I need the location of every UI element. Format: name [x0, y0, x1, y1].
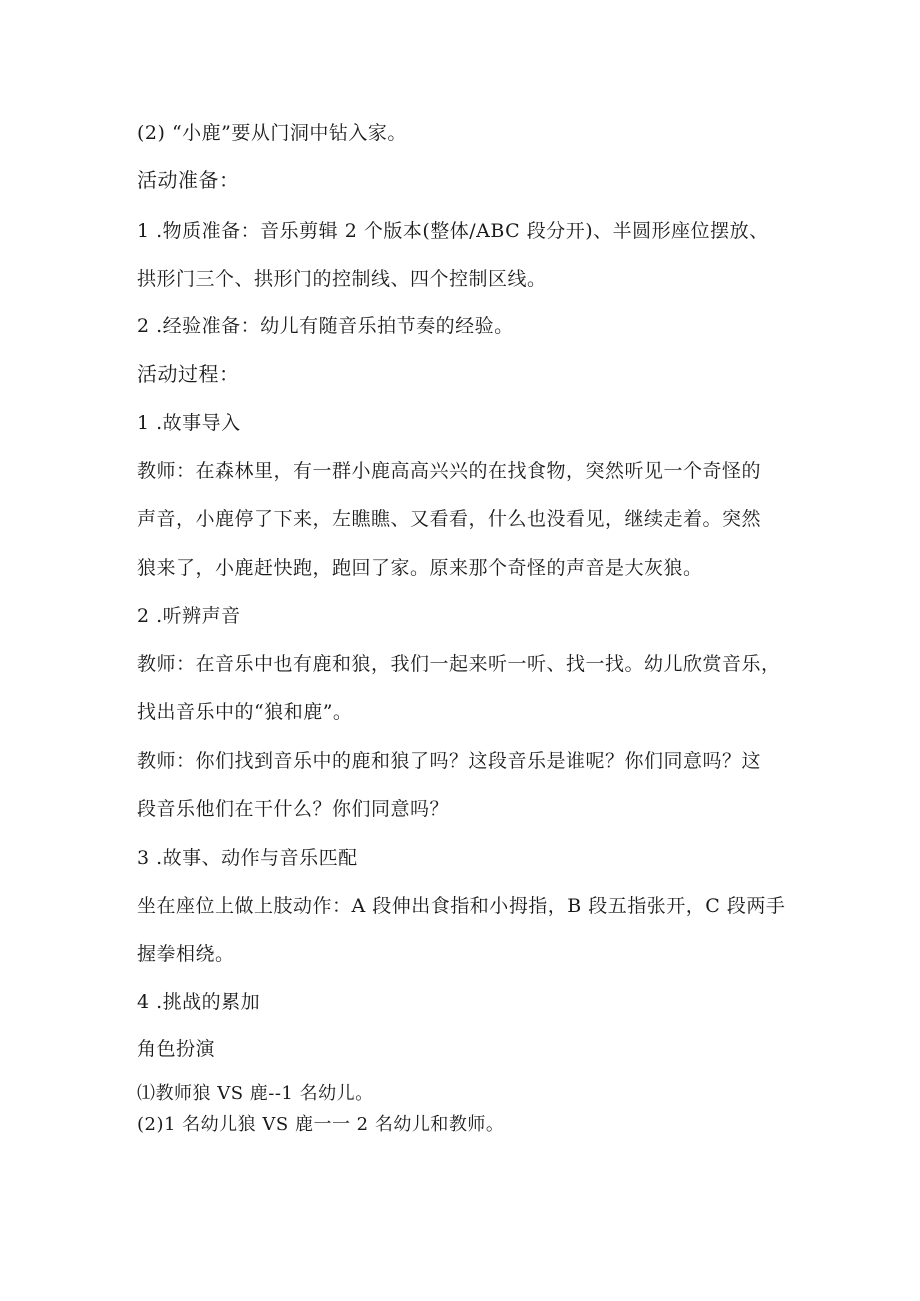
step-heading-match: 3 .故事、动作与音乐匹配 [137, 847, 358, 869]
list-item-teacher-wolf: ⑴教师狼 VS 鹿--1 名幼儿。 [137, 1083, 374, 1104]
paragraph-questions-line2: 段音乐他们在干什么？你们同意吗？ [137, 798, 450, 820]
paragraph-listen-line1: 教师：在音乐中也有鹿和狼，我们一起来听一听、找一找。幼儿欣赏音乐， [137, 653, 781, 675]
paragraph-material-prep-line1: 1 .物质准备：音乐剪辑 2 个版本(整体/ABC 段分开)、半圆形座位摆放、 [137, 220, 769, 242]
section-heading-process: 活动过程： [137, 362, 240, 386]
paragraph-story-line3: 狼来了，小鹿赶快跑，跑回了家。原来那个奇怪的声音是大灰狼。 [137, 557, 703, 579]
paragraph-story-line1: 教师：在森林里，有一群小鹿高高兴兴的在找食物，突然听见一个奇怪的 [137, 460, 762, 482]
paragraph-actions-line2: 握拳相绕。 [137, 943, 235, 965]
paragraph-listen-line2: 找出音乐中的“狼和鹿”。 [137, 701, 353, 723]
paragraph-experience-prep: 2 .经验准备：幼儿有随音乐拍节奏的经验。 [137, 315, 514, 337]
step-heading-listen: 2 .听辨声音 [137, 605, 241, 627]
paragraph-actions-line1: 坐在座位上做上肢动作：A 段伸出食指和小拇指，B 段五指张开，C 段两手 [137, 895, 786, 917]
paragraph-story-line2: 声音，小鹿停了下来，左瞧瞧、又看看，什么也没看见，继续走着。突然 [137, 508, 762, 530]
paragraph-material-prep-line2: 拱形门三个、拱形门的控制线、四个控制区线。 [137, 268, 547, 290]
paragraph-questions-line1: 教师：你们找到音乐中的鹿和狼了吗？这段音乐是谁呢？你们同意吗？这 [137, 750, 762, 772]
step-heading-story-intro: 1 .故事导入 [137, 412, 241, 434]
step-heading-challenge: 4 .挑战的累加 [137, 991, 261, 1013]
list-item-deer-enters-door: (2) “小鹿”要从门洞中钻入家。 [137, 122, 407, 144]
subheading-role-play: 角色扮演 [137, 1038, 216, 1060]
section-heading-preparation: 活动准备： [137, 168, 240, 192]
list-item-child-wolf: (2)1 名幼儿狼 VS 鹿一一 2 名幼儿和教师。 [137, 1114, 505, 1135]
